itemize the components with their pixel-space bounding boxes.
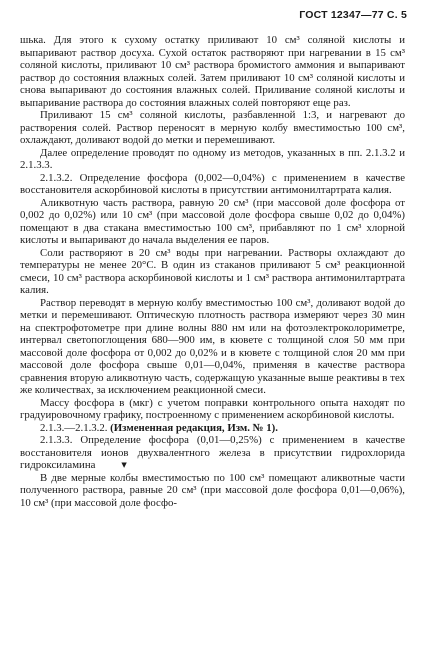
paragraph-1 <box>20 34 405 109</box>
paragraph-9-text: 2.1.3.—2.1.3.2. <box>40 421 108 434</box>
amendment-note: (Измененная редакция, Изм. № 1). <box>107 421 278 434</box>
paragraph-2 <box>20 109 405 147</box>
paragraph-3 <box>20 147 405 172</box>
paragraph-4 <box>20 172 405 197</box>
paragraph-1-text: шька. Для этого к сухому остатку приливают 10 см³ соляной кислоты и выпаривают раствор досуха. Сухой остаток растворяют при нагревании в 15 см³ соляной кислоты, приливают 10 см³ раствора бромистого аммония и выпаривают раствор до состояния влажных солей. Затем приливают 10 см³ соляной кислоты и снова выпаривают до состояния влажных солей. Приливание соляной кислоты и выпаривание раствора до состояния влажных солей повторяют еще раз. <box>20 34 405 109</box>
paragraph-9 <box>20 422 405 435</box>
paragraph-11 <box>20 472 405 510</box>
paragraph-7-text: Раствор переводят в мерную колбу вместимостью 100 см³, доливают водой до метки и перемешивают. Оптическую плотность раствора измеряют через 30 мин на спектрофотометре при длине волны 880 нм или на фотоэлектроколориметре, интервал светопоглощения 680—900 им, в кювете с толщиной слоя 50 мм при массовой доле фосфора от 0,002 до 0,02% и в кювете с толщиной слоя 20 мм при массовой доле фосфора свыше 0,01—0,04%, применяя в качестве раствора сравнения вторую аликвотную часть, содержащую указанные выше реактивы в тех же количествах, за исключением реакционной смеси. <box>20 296 405 396</box>
document-body <box>20 34 405 509</box>
paragraph-8-text: Массу фосфора в (мкг) с учетом поправки контрольного опыта находят по градуировочному графику, построенному с применением аскорбиновой кислоты. <box>20 396 405 421</box>
paragraph-6 <box>20 247 405 297</box>
paragraph-2-text: Приливают 15 см³ соляной кислоты, разбавленной 1:3, и нагревают до растворения солей. Раствор переносят в мерную колбу вместимостью 100 см³, охлаждают, доливают водой до метки и перемешивают. <box>20 109 405 146</box>
paragraph-4-text: 2.1.3.2. Определение фосфора (0,002—0,04%) с применением в качестве восстановителя аскорбиновой кислоты в присутствии антимонилтартрата калия. <box>20 171 405 196</box>
paragraph-8 <box>20 397 405 422</box>
paragraph-3-text: Далее определение проводят по одному из методов, указанных в пп. 2.1.3.2 и 2.1.3.3. <box>20 146 405 171</box>
paragraph-7 <box>20 297 405 397</box>
paragraph-11-text: В две мерные колбы вместимостью по 100 см³ помещают аликвотные части полученного раствора, равные 20 см³ (при массовой доле фосфора 0,01—0,06%), 10 см³ (при массовой доле фосфо- <box>20 471 405 509</box>
margin-mark: ▾ <box>121 459 127 471</box>
paragraph-6-text: Соли растворяют в 20 см³ воды при нагревании. Растворы охлаждают до температуры не менее 20°С. В один из стаканов приливают 5 см³ реакционной смеси, 10 см³ раствора аскорбиновой кислоты и 1 см³ раствора антимонилтартрата калия. <box>20 246 405 296</box>
paragraph-10 <box>20 434 405 472</box>
paragraph-5-text: Аликвотную часть раствора, равную 20 см³ (при массовой доле фосфора от 0,002 до 0,02%) или 10 см³ (при массовой доле фосфора свыше 0,02 до 0,04%) помещают в два стакана вместимостью 100 см³, прибавляют по 1 см³ хлорной кислоты и выпаривают до начала выделения ее паров. <box>20 196 405 246</box>
paragraph-10-text: 2.1.3.3. Определение фосфора (0,01—0,25%) с применением в качестве восстановителя ионов двухвалентного железа в присутствии гидрохлорида гидроксиламина <box>20 434 405 471</box>
page-header: ГОСТ 12347—77 С. 5 <box>299 9 407 21</box>
paragraph-5 <box>20 197 405 247</box>
